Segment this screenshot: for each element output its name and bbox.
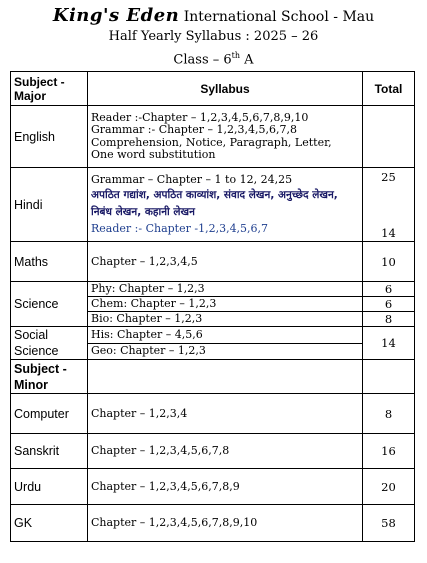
table-row-computer	[11, 394, 415, 434]
total-maths: 10	[363, 242, 415, 282]
subject-social-line1: Social	[14, 328, 49, 343]
total-hindi	[363, 168, 415, 242]
total-urdu: 20	[363, 469, 415, 505]
subject-social-science	[11, 327, 88, 360]
syllabus-science-chem: Chem: Chapter – 1,2,3	[88, 297, 363, 312]
subject-gk: GK	[11, 505, 88, 542]
table-row-minor-header	[11, 360, 415, 394]
subject-maths: Maths	[11, 242, 88, 282]
syllabus-computer: Chapter – 1,2,3,4	[88, 394, 363, 434]
syllabus-science-phy: Phy: Chapter – 1,2,3	[88, 282, 363, 297]
subject-social-line2: Science	[14, 344, 59, 359]
hindi-grammar: Grammar – Chapter – 1 to 12, 24,25	[91, 173, 293, 187]
english-substitution: One word substitution	[91, 148, 216, 162]
total-social-science: 14	[363, 327, 415, 360]
syllabus-title: Half Yearly Syllabus : 2025 – 26	[108, 29, 319, 44]
total-hindi-reader: 14	[381, 225, 396, 240]
subject-sanskrit: Sanskrit	[11, 434, 88, 469]
school-name	[0, 6, 427, 27]
syllabus-maths: Chapter – 1,2,3,4,5	[88, 242, 363, 282]
total-hindi-grammar: 25	[381, 169, 396, 184]
total-science-chem: 6	[363, 297, 415, 312]
class-prefix: Class – 6	[173, 52, 232, 68]
subject-urdu: Urdu	[11, 469, 88, 505]
subject-hindi: Hindi	[11, 168, 88, 242]
syllabus-table	[10, 71, 415, 542]
syllabus-social-his: His: Chapter – 4,5,6	[88, 327, 363, 344]
minor-total-empty	[363, 360, 415, 394]
total-science-bio: 8	[363, 312, 415, 327]
subject-english: English	[11, 106, 88, 168]
table-row-english	[11, 106, 415, 168]
syllabus-social-geo: Geo: Chapter – 1,2,3	[88, 343, 363, 360]
table-row-social-his	[11, 327, 415, 344]
syllabus-sanskrit: Chapter – 1,2,3,4,5,6,7,8	[88, 434, 363, 469]
syllabus-header: Syllabus	[88, 72, 363, 106]
subject-minor-header: Subject - Minor	[11, 360, 88, 394]
minor-syllabus-empty	[88, 360, 363, 394]
syllabus-hindi	[88, 168, 363, 242]
subject-science: Science	[11, 282, 88, 327]
english-writing: Comprehension, Notice, Paragraph, Letter,	[91, 135, 332, 149]
class-superscript: th	[231, 51, 241, 60]
total-science-phy: 6	[363, 282, 415, 297]
table-row-urdu	[11, 469, 415, 505]
class-section: A	[244, 52, 254, 68]
document-header	[0, 6, 427, 69]
syllabus-science-bio: Bio: Chapter – 1,2,3	[88, 312, 363, 327]
school-suffix: International School - Mau	[183, 9, 375, 25]
subject-major-header: Subject - Major	[11, 72, 88, 106]
hindi-writing-topics: अपठित गद्यांश, अपठित काव्यांश, संवाद लेखन, अनुच्छेद लेखन, निबंध लेखन, कहानी लेखन	[91, 188, 338, 218]
total-english	[363, 106, 415, 168]
school-brand: King's Eden	[52, 5, 180, 26]
table-row-gk	[11, 505, 415, 542]
total-computer: 8	[363, 394, 415, 434]
class-title	[0, 46, 427, 69]
table-row-sanskrit	[11, 434, 415, 469]
table-row-science-phy	[11, 282, 415, 297]
english-reader: Reader :-Chapter – 1,2,3,4,5,6,7,8,9,10	[91, 110, 309, 124]
subject-computer: Computer	[11, 394, 88, 434]
total-gk: 58	[363, 505, 415, 542]
english-grammar: Grammar :- Chapter – 1,2,3,4,5,6,7,8	[91, 123, 297, 137]
syllabus-english	[88, 106, 363, 168]
syllabus-gk: Chapter – 1,2,3,4,5,6,7,8,9,10	[88, 505, 363, 542]
total-header: Total	[363, 72, 415, 106]
hindi-reader: Reader :- Chapter -1,2,3,4,5,6,7	[91, 221, 269, 235]
syllabus-urdu: Chapter – 1,2,3,4,5,6,7,8,9	[88, 469, 363, 505]
total-sanskrit: 16	[363, 434, 415, 469]
table-row-maths	[11, 242, 415, 282]
table-row-hindi	[11, 168, 415, 242]
table-header-row	[11, 72, 415, 106]
